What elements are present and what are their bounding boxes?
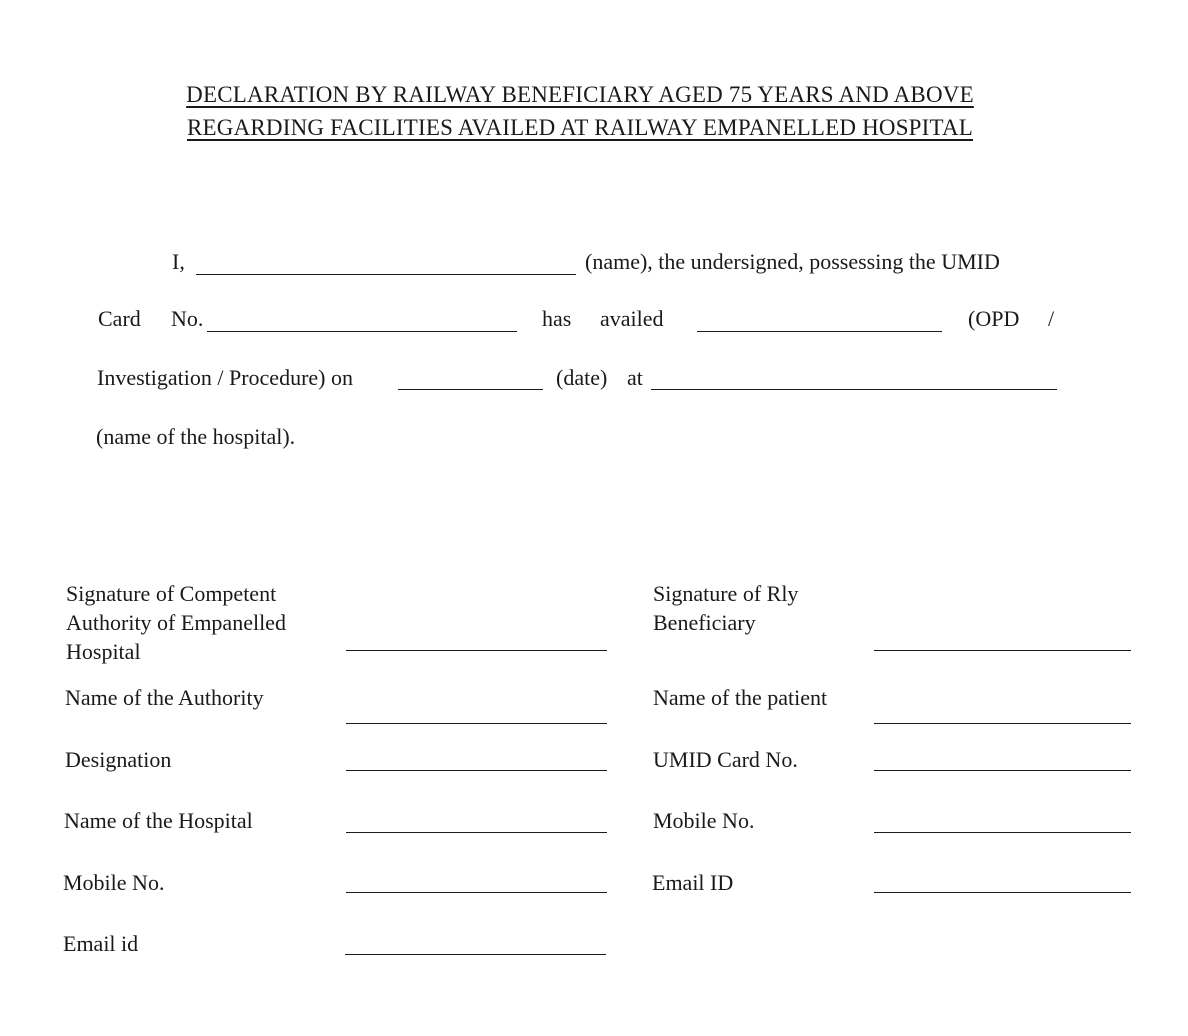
authority-name-blank[interactable] — [346, 723, 607, 724]
authority-email-label: Email id — [63, 931, 139, 956]
para2-card: Card — [98, 306, 141, 331]
para1-end: (name), the undersigned, possessing the UMID — [585, 249, 1000, 274]
designation-label: Designation — [65, 747, 172, 772]
authority-signature-label: Signature of Competent Authority of Empanelled Hospital — [66, 581, 286, 664]
beneficiary-email-label: Email ID — [652, 870, 734, 895]
para2-opd: (OPD — [968, 306, 1020, 331]
patient-name-blank[interactable] — [874, 723, 1131, 724]
authority-signature-blank[interactable] — [346, 650, 607, 651]
umid-card-no-blank[interactable] — [874, 770, 1131, 771]
authority-mobile-label: Mobile No. — [63, 870, 165, 895]
umid-card-label: UMID Card No. — [653, 747, 798, 772]
beneficiary-signature-label: Signature of Rly Beneficiary — [653, 581, 799, 635]
date-blank[interactable] — [398, 389, 543, 390]
para2-has: has — [542, 306, 572, 331]
para3-start: Investigation / Procedure) on — [97, 365, 353, 390]
hospital-label: Name of the Hospital — [64, 808, 253, 833]
beneficiary-mobile-label: Mobile No. — [653, 808, 755, 833]
para2-no: No. — [171, 306, 204, 331]
form-title-line-2: REGARDING FACILITIES AVAILED AT RAILWAY EMPANELLED HOSPITAL — [186, 115, 974, 140]
authority-mobile-blank[interactable] — [346, 892, 607, 893]
beneficiary-email-blank[interactable] — [874, 892, 1131, 893]
para3-date: (date) — [556, 365, 608, 390]
name-blank[interactable] — [196, 274, 576, 275]
hospital-blank[interactable] — [346, 832, 607, 833]
para1-start: I, — [172, 249, 185, 274]
para2-slash: / — [1048, 306, 1055, 331]
form-title-line-1: DECLARATION BY RAILWAY BENEFICIARY AGED 75 YEARS AND ABOVE — [186, 82, 974, 107]
beneficiary-mobile-blank[interactable] — [874, 832, 1131, 833]
facility-blank[interactable] — [697, 331, 942, 332]
patient-name-label: Name of the patient — [653, 685, 828, 710]
umid-card-blank[interactable] — [207, 331, 517, 332]
beneficiary-signature-blank[interactable] — [874, 650, 1131, 651]
authority-email-blank[interactable] — [345, 954, 606, 955]
para2-availed: availed — [600, 306, 664, 331]
para3-at: at — [627, 365, 643, 390]
designation-blank[interactable] — [346, 770, 607, 771]
authority-name-label: Name of the Authority — [65, 685, 264, 710]
para4-hospital: (name of the hospital). — [96, 424, 296, 449]
hospital-name-blank[interactable] — [651, 389, 1057, 390]
